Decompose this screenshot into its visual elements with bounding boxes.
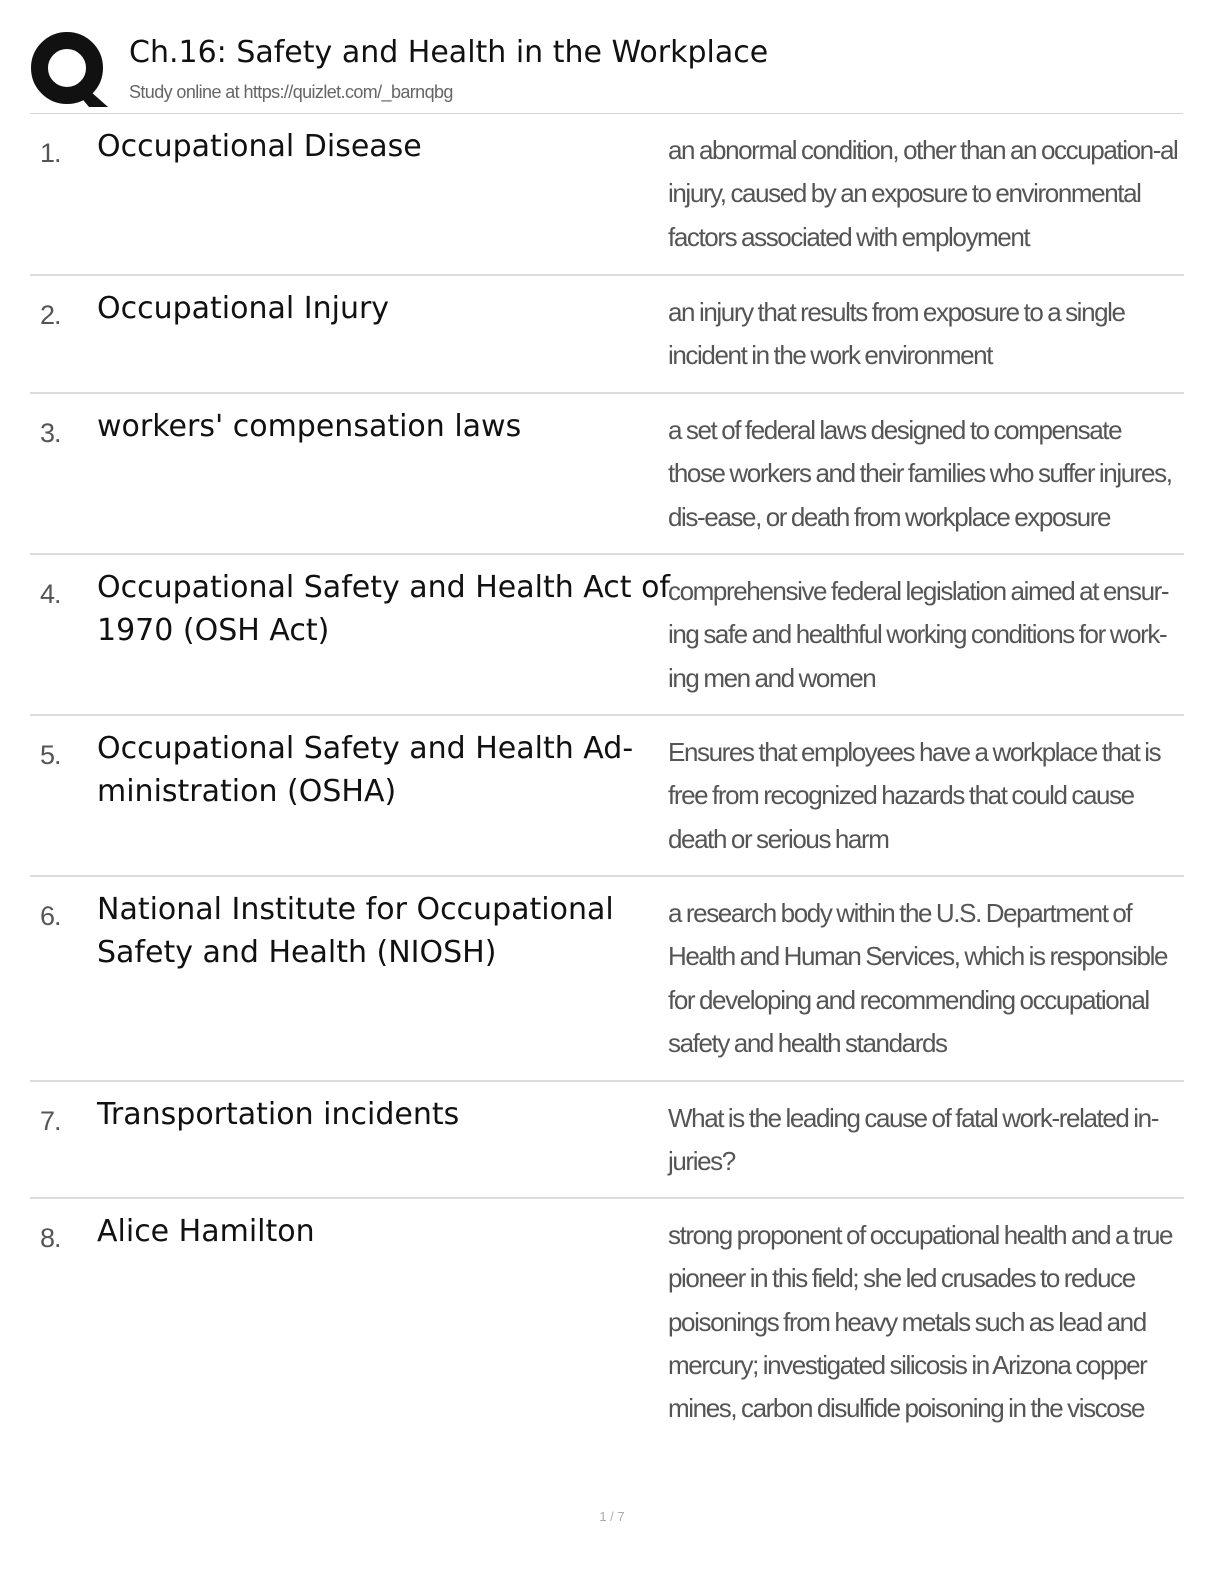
quizlet-q-logo-icon[interactable] xyxy=(31,31,109,107)
card-number: 7. xyxy=(40,1106,61,1136)
flashcard-row xyxy=(30,555,1184,716)
card-definition: an abnormal condition, other than an occupation-al injury, caused by an exposure to environmental factors associated with employment xyxy=(668,135,1178,252)
flashcard-list xyxy=(30,114,1184,1439)
card-number: 5. xyxy=(40,740,61,770)
card-definition: Ensures that employees have a workplace that is free from recognized hazards that could cause death or serious harm xyxy=(668,737,1161,854)
card-term: National Institute for Occupational Safety and Health (NIOSH) xyxy=(97,892,614,970)
card-term: Alice Hamilton xyxy=(97,1214,315,1249)
card-definition: a research body within the U.S. Department of Health and Human Services, which is responsible for developing and recommending occupational safety and health standards xyxy=(668,898,1168,1058)
flashcard-row xyxy=(30,877,1184,1082)
card-definition: comprehensive federal legislation aimed at ensur-ing safe and healthful working conditions for work-ing men and women xyxy=(668,576,1169,693)
card-term: Occupational Safety and Health Act of 1970 (OSH Act) xyxy=(97,570,670,648)
card-term: Transportation incidents xyxy=(97,1097,460,1132)
card-definition: strong proponent of occupational health and a true pioneer in this field; she led crusades to reduce poisonings from heavy metals such as lead and mercury; investigated silicosis in Arizona copper mines, carbon disulfide poisoning in the viscose xyxy=(668,1220,1173,1424)
card-number: 3. xyxy=(40,418,61,448)
page-number: 1 / 7 xyxy=(599,1509,625,1524)
flashcard-row xyxy=(30,716,1184,877)
flashcard-row xyxy=(30,1082,1184,1199)
card-definition: an injury that results from exposure to a single incident in the work environment xyxy=(668,297,1125,371)
flashcard-row xyxy=(30,1199,1184,1439)
card-number: 6. xyxy=(40,901,61,931)
flashcard-row xyxy=(30,276,1184,394)
card-number: 1. xyxy=(40,138,61,168)
card-term: Occupational Safety and Health Ad-ministration (OSHA) xyxy=(97,731,634,809)
study-online-link[interactable]: Study online at https://quizlet.com/_barnqbg xyxy=(129,82,453,102)
card-term: Occupational Injury xyxy=(97,291,390,326)
card-number: 8. xyxy=(40,1223,61,1253)
card-term: workers' compensation laws xyxy=(97,409,522,444)
page-title: Ch.16: Safety and Health in the Workplace xyxy=(129,35,769,70)
flashcard-row xyxy=(30,394,1184,555)
card-definition: a set of federal laws designed to compensate those workers and their families who suffer injures, dis-ease, or death from workplace exposure xyxy=(668,415,1172,532)
flashcard-row xyxy=(30,114,1184,276)
card-definition: What is the leading cause of fatal work-related in-juries? xyxy=(668,1103,1158,1177)
card-term: Occupational Disease xyxy=(97,129,422,164)
card-number: 4. xyxy=(40,579,61,609)
card-number: 2. xyxy=(40,300,61,330)
